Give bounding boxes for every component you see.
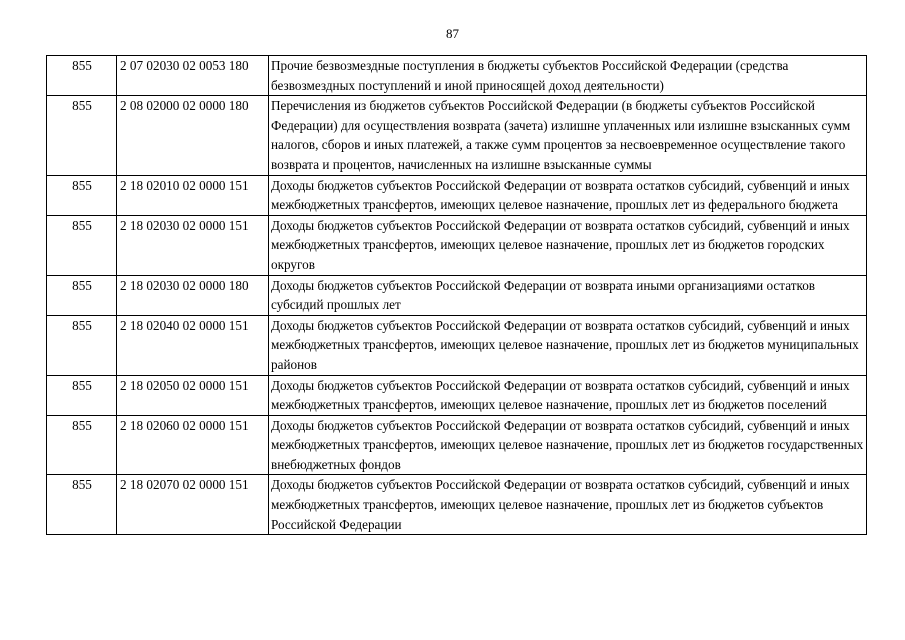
description-cell: Перечисления из бюджетов субъектов Российской Федерации (в бюджеты субъектов Российской Федерации) для осуществления возврата (зачета) излишне уплаченных или излишне взысканных сумм налогов, сборов и иных платежей, а также сумм процентов за несвоевременное осуществление такого возврата и процентов, начисленных на излишне взысканные суммы [269,96,867,175]
table-row [47,315,867,375]
admin-code-cell: 855 [47,415,117,475]
description-cell: Доходы бюджетов субъектов Российской Федерации от возврата остатков субсидий, субвенций и иных межбюджетных трансфертов, имеющих целевое назначение, прошлых лет из бюджетов муниципальных районов [269,315,867,375]
table-row [47,215,867,275]
admin-code-cell: 855 [47,315,117,375]
admin-code-cell: 855 [47,175,117,215]
description-cell: Доходы бюджетов субъектов Российской Федерации от возврата иными организациями остатков субсидий прошлых лет [269,275,867,315]
budget-code-cell: 2 08 02000 02 0000 180 [117,96,269,175]
table-row [47,415,867,475]
table-row [47,275,867,315]
budget-code-cell: 2 18 02070 02 0000 151 [117,475,269,535]
budget-code-cell: 2 18 02030 02 0000 180 [117,275,269,315]
budget-code-cell: 2 18 02040 02 0000 151 [117,315,269,375]
admin-code-cell: 855 [47,56,117,96]
table-row [47,175,867,215]
budget-code-cell: 2 18 02060 02 0000 151 [117,415,269,475]
description-cell: Доходы бюджетов субъектов Российской Федерации от возврата остатков субсидий, субвенций и иных межбюджетных трансфертов, имеющих целевое назначение, прошлых лет из федерального бюджета [269,175,867,215]
description-cell: Доходы бюджетов субъектов Российской Федерации от возврата остатков субсидий, субвенций и иных межбюджетных трансфертов, имеющих целевое назначение, прошлых лет из бюджетов субъектов Российской Федерации [269,475,867,535]
table-row [47,375,867,415]
table-row [47,56,867,96]
admin-code-cell: 855 [47,275,117,315]
budget-code-cell: 2 07 02030 02 0053 180 [117,56,269,96]
description-cell: Доходы бюджетов субъектов Российской Федерации от возврата остатков субсидий, субвенций и иных межбюджетных трансфертов, имеющих целевое назначение, прошлых лет из бюджетов государственных внебюджетных фондов [269,415,867,475]
admin-code-cell: 855 [47,475,117,535]
budget-code-cell: 2 18 02030 02 0000 151 [117,215,269,275]
budget-code-cell: 2 18 02050 02 0000 151 [117,375,269,415]
table-row [47,96,867,175]
description-cell: Прочие безвозмездные поступления в бюджеты субъектов Российской Федерации (средства безвозмездных поступлений и иной приносящей доход деятельности) [269,56,867,96]
admin-code-cell: 855 [47,96,117,175]
budget-code-cell: 2 18 02010 02 0000 151 [117,175,269,215]
table-row [47,475,867,535]
admin-code-cell: 855 [47,215,117,275]
admin-code-cell: 855 [47,375,117,415]
page-number: 87 [446,26,459,41]
budget-classification-table [46,55,867,535]
description-cell: Доходы бюджетов субъектов Российской Федерации от возврата остатков субсидий, субвенций и иных межбюджетных трансфертов, имеющих целевое назначение, прошлых лет из бюджетов городских округов [269,215,867,275]
description-cell: Доходы бюджетов субъектов Российской Федерации от возврата остатков субсидий, субвенций и иных межбюджетных трансфертов, имеющих целевое назначение, прошлых лет из бюджетов поселений [269,375,867,415]
